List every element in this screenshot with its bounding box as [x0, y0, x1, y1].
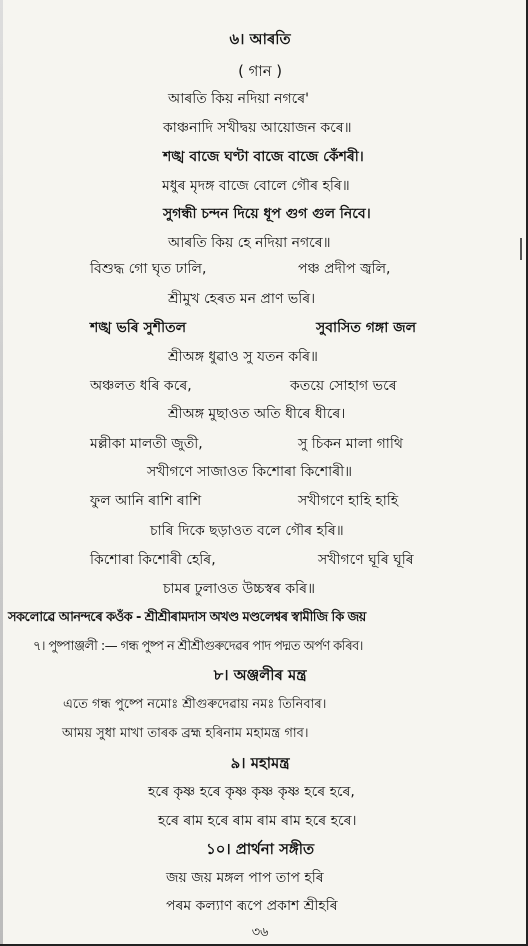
verse-center: চাৰি দিকে ছড়াওত বলে গৌৰ হৰি॥ [150, 523, 344, 539]
song-line-3: শঙ্খ বাজে ঘণ্টা বাজে বাজে কেঁশৰী। [163, 149, 364, 165]
verse-center: শ্ৰীঅঙ্গ ধুৱাও সু যতন কৰি॥ [168, 349, 318, 365]
verse-right: কতয়ে সোহাগ ভৰে [290, 378, 397, 394]
gaan-subtitle: ( গান ) [238, 62, 283, 80]
song-line-6: আৰতি কিয় হে নদিয়া নগৰে॥ [168, 235, 331, 251]
song-line-2: কাঞ্চনাদি সখীদ্বয় আয়োজন কৰে॥ [163, 120, 352, 136]
song-line-1: আৰতি কিয় নদিয়া নগৰে' [168, 91, 310, 107]
verse-right: পঞ্চ প্ৰদীপ জ্বলি, [298, 261, 391, 277]
section-9-title: ৯। মহামন্ত্ৰ [230, 754, 290, 772]
jay-proclamation: সকলোৱে আনন্দৰে কওঁক - শ্ৰীশ্ৰীৰামদাস অখণ্ড মণ্ডলেশ্বৰ স্বামীজি কি জয় [8, 610, 366, 625]
verse-left: কিশোৰা কিশোৰী হেৰি, [90, 552, 216, 568]
section-6-title: ৬। আৰতি [229, 30, 291, 48]
pushpanjali-instruction: ৭। পুষ্পাঞ্জলী :— গন্ধ পুষ্প ন শ্ৰীশ্ৰীগুৰুদেৱৰ পাদ পদ্মত অৰ্পণ কৰিব। [33, 639, 363, 654]
scan-edge-shadow [0, 0, 3, 944]
page-number: ৩৬ [251, 925, 269, 940]
verse-center: চামৰ ঢুলাওত উচ্চস্বৰ কৰি॥ [163, 581, 315, 597]
verse-center: শ্ৰীঅঙ্গ মুছাওত অতি ধীৰে ধীৰে। [168, 406, 346, 422]
section-8-title: ৮। অঞ্জলীৰ মন্ত্ৰ [213, 666, 307, 684]
prayer-line-1: জয় জয় মঙ্গল পাপ তাপ হৰি [166, 870, 324, 886]
verse-left: অঞ্চলত ধৰি কৰে, [90, 378, 192, 394]
verse-right: সুবাসিত গঙ্গা জল [316, 320, 417, 336]
anjali-mantra-line-1: এতে গন্ধ পুষ্পে নমোঃ শ্ৰীগুৰুদেৱায় নমঃ তিনিবাৰ। [63, 697, 327, 712]
mahamantra-line-1: হৰে কৃষ্ণ হৰে কৃষ্ণ কৃষ্ণ কৃষ্ণ হৰে হৰে, [148, 784, 355, 800]
section-10-title: ১০। প্ৰাৰ্থনা সঙ্গীত [206, 840, 315, 858]
song-line-4: মধুৰ মৃদঙ্গ বাজে বোলে গৌৰ হৰি॥ [162, 178, 350, 194]
mahamantra-line-2: হৰে ৰাম হৰে ৰাম ৰাম ৰাম হৰে হৰে। [158, 813, 357, 829]
song-line-5: সুগন্ধী চন্দন দিয়ে ধূপ গুগ গুল নিবে। [163, 206, 371, 222]
verse-center: শ্ৰীমুখ হেৰত মন প্ৰাণ ভৰি। [168, 291, 316, 307]
anjali-mantra-line-2: আময় সুধা মাখা তাৰক ব্ৰহ্ম হৰিনাম মহামন্ত্ৰ গাব। [62, 726, 309, 741]
prayer-line-2: পৰম কল্যাণ ৰূপে প্ৰকাশ শ্ৰীহৰি [166, 898, 338, 914]
verse-left: মল্লীকা মালতী জুতী, [90, 436, 203, 452]
margin-mark [520, 238, 522, 260]
verse-left: ফুল আনি ৰাশি ৰাশি [90, 493, 202, 509]
verse-right: সু চিকন মালা গাথি [298, 436, 403, 452]
verse-left: শঙ্খ ভৰি সুশীতল [90, 320, 187, 336]
verse-left: বিশুদ্ধ গো ঘৃত ঢালি, [90, 261, 207, 277]
verse-right: সখীগণে ঘূৰি ঘূৰি [318, 552, 414, 568]
verse-center: সখীগণে সাজাওত কিশোৰা কিশোৰী॥ [147, 464, 353, 480]
verse-right: সখীগণে হাহি হাহি [298, 493, 399, 509]
